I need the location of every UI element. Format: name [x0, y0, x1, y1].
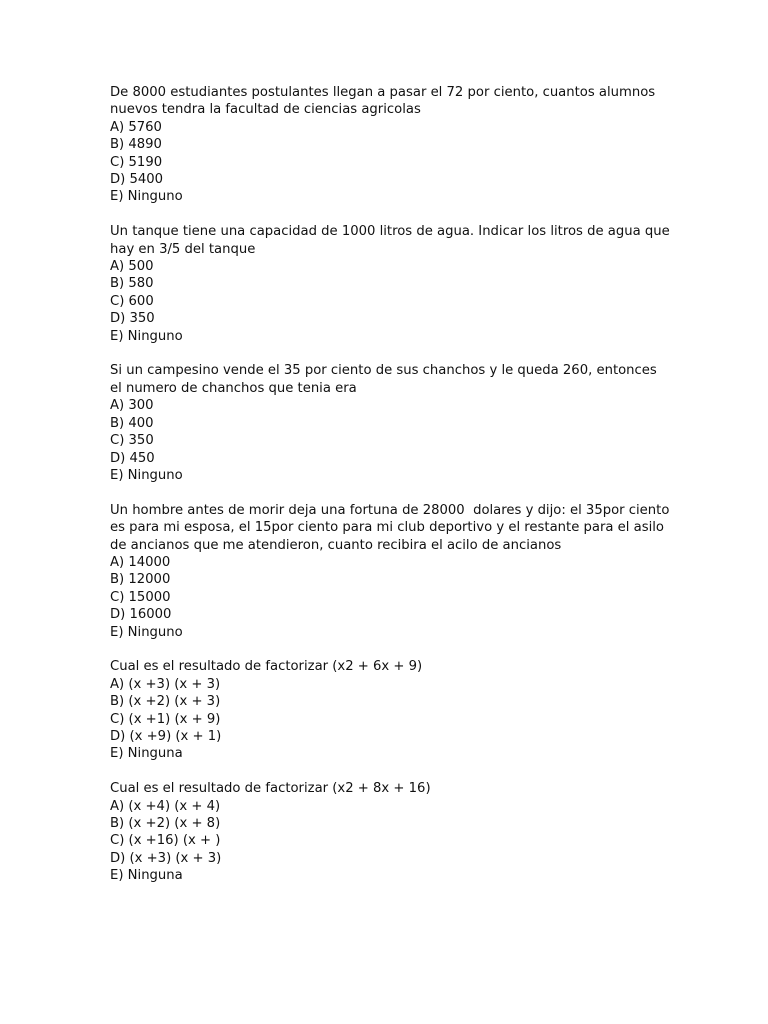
option-b: B) 400	[110, 415, 154, 431]
option-c: C) 15000	[110, 589, 171, 605]
option-a: A) 300	[110, 398, 154, 414]
question-text: Cual es el resultado de factorizar (x2 + 6x + 9)	[110, 659, 423, 675]
question-text: Si un campesino vende el 35 por ciento de sus chanchos y le queda 260, entonces el numero de chanchos que tenia era	[110, 363, 661, 396]
option-e: E) Ninguno	[110, 328, 183, 344]
options-list	[110, 554, 670, 641]
option-b: B) (x +2) (x + 8)	[110, 815, 221, 831]
option-d: D) 16000	[110, 607, 172, 623]
option-a: A) 14000	[110, 554, 171, 570]
option-c: C) 600	[110, 293, 154, 309]
question-text: Un tanque tiene una capacidad de 1000 litros de agua. Indicar los litros de agua que hay en 3/5 del tanque	[110, 224, 674, 257]
option-e: E) Ninguno	[110, 624, 183, 640]
option-b: B) 580	[110, 276, 154, 292]
option-c: C) (x +1) (x + 9)	[110, 711, 221, 727]
option-b: B) (x +2) (x + 3)	[110, 694, 221, 710]
options-list	[110, 119, 670, 206]
question-4	[110, 502, 674, 641]
options-list	[110, 397, 670, 484]
option-e: E) Ninguno	[110, 189, 183, 205]
question-1	[110, 84, 670, 206]
question-5	[110, 658, 670, 762]
option-d: D) (x +3) (x + 3)	[110, 850, 222, 866]
option-c: C) (x +16) (x + )	[110, 833, 221, 849]
option-e: E) Ninguno	[110, 467, 183, 483]
question-text: De 8000 estudiantes postulantes llegan a pasar el 72 por ciento, cuantos alumnos nuevos tendra la facultad de ciencias agricolas	[110, 85, 660, 118]
question-6	[110, 780, 670, 884]
question-text: Cual es el resultado de factorizar (x2 + 8x + 16)	[110, 781, 431, 797]
option-e: E) Ninguna	[110, 868, 183, 884]
question-2	[110, 223, 674, 345]
option-b: B) 4890	[110, 137, 162, 153]
option-d: D) 450	[110, 450, 155, 466]
options-list	[110, 798, 670, 885]
document-page	[110, 84, 674, 902]
option-e: E) Ninguna	[110, 746, 183, 762]
options-list	[110, 258, 670, 345]
option-a: A) (x +3) (x + 3)	[110, 676, 221, 692]
question-3	[110, 362, 670, 484]
option-d: D) 350	[110, 311, 155, 327]
option-a: A) 5760	[110, 119, 162, 135]
option-a: A) 500	[110, 259, 154, 275]
option-c: C) 5190	[110, 154, 163, 170]
option-c: C) 350	[110, 433, 154, 449]
question-text: Un hombre antes de morir deja una fortuna de 28000 dolares y dijo: el 35por ciento es para mi esposa, el 15por ciento para mi club deportivo y el restante para el asilo de ancianos que me atendieron, cuanto recibira el acilo de ancianos	[110, 502, 674, 553]
option-b: B) 12000	[110, 572, 171, 588]
option-d: D) 5400	[110, 172, 164, 188]
option-a: A) (x +4) (x + 4)	[110, 798, 221, 814]
options-list	[110, 676, 670, 763]
option-d: D) (x +9) (x + 1)	[110, 728, 222, 744]
